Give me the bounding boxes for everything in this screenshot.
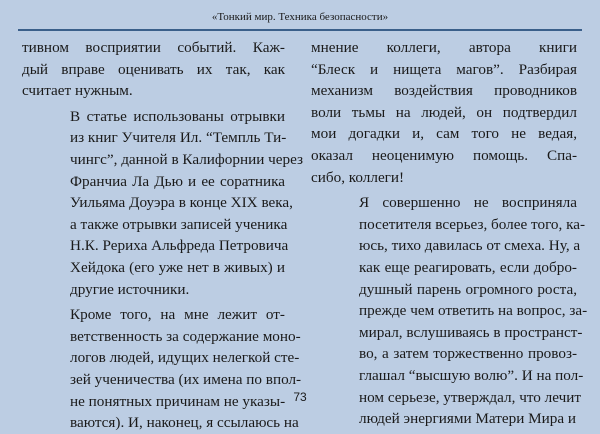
text-line: а также отрывки записей ученика [70,215,288,233]
text-line: из книг Учителя Ил. “Темпль Ти- [70,129,287,147]
text-line: ваются). И, наконец, я ссылаюсь на [70,414,299,432]
text-line: во, а затем торжественно провоз- [359,345,577,363]
text-line: воли тьмы на людей, он подтвердил [311,103,577,121]
text-line: душный парень огромного роста, [359,280,577,298]
text-line: зей ученичества (их имена по впол- [70,370,302,388]
text-line: дый вправе оценивать их так, как [22,60,285,78]
text-line: юсь, тихо давилась от смеха. Ну, а [359,237,581,255]
text-line: чингс”, данной в Калифорнии через [70,150,304,168]
text-line: как еще реагировать, если добро- [359,258,577,276]
text-line: посетителя всерьез, более того, ка- [359,215,586,233]
text-line: Н.К. Рериха Альфреда Петровича [70,237,289,255]
text-line: считает нужным. [22,82,133,100]
header-rule [18,29,582,31]
text-line: глашал “высшую волю”. И на пол- [359,366,584,384]
running-header: «Тонкий мир. Техника безопасности» [211,11,389,23]
text-line: мирал, вслушиваясь в пространст- [359,323,583,341]
text-line: оказал неоценимую помощь. Спа- [311,146,577,164]
text-line: “Блеск и нищета магов”. Разбирая [311,60,577,78]
text-line: прежде чем ответить на вопрос, за- [359,302,588,320]
right-column [311,37,588,430]
text-line: Я совершенно не восприняла [359,194,577,212]
text-line: другие источники. [70,280,190,298]
text-line: тивном восприятии событий. Каж- [22,39,285,56]
text-line: ном серьезе, утверждал, что лечит [359,388,582,406]
paragraph [22,106,304,300]
text-line: не понятных причинам не указы- [70,392,286,410]
text-line: мои догадки и, сам того не ведая, [311,125,577,143]
text-line: ветственность за содержание моно- [70,327,301,345]
text-line: механизм воздействия проводников [311,82,577,100]
text-line: логов людей, идущих нелегкой сте- [70,349,300,367]
paragraph [22,37,285,102]
text-line: сибо, коллеги! [311,168,405,186]
text-line: людей энергиями Матери Мира и [359,410,577,428]
text-line: Франчиа Ла Дью и ее соратника [70,172,285,190]
page-number: 73 [293,390,307,404]
text-line: Кроме того, на мне лежит от- [70,306,285,324]
paragraph [311,37,577,188]
text-line: мнение коллеги, автора книги [311,39,577,56]
text-line: Уильяма Доуэра в конце XIX века, [70,194,293,212]
text-line: Хейдока (его уже нет в живых) и [70,258,285,276]
text-line: В статье использованы отрывки [70,107,285,125]
